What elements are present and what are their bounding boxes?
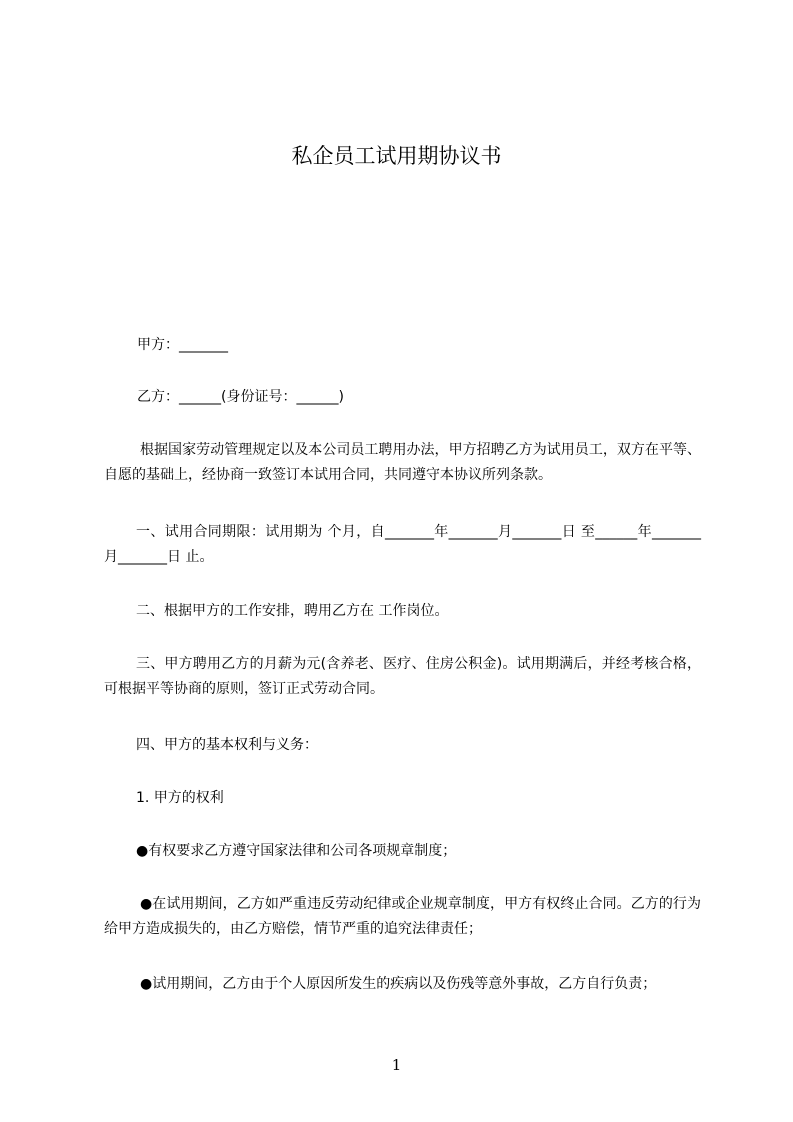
clause-2-paragraph: 二、根据甲方的工作安排，聘用乙方在 工作岗位。 (136, 603, 449, 619)
bullet-item-3: ●试用期间，乙方由于个人原因所发生的疾病以及伤残等意外事故，乙方自行负责； (140, 976, 657, 992)
party-b-line: 乙方：______(身份证号：______) (137, 389, 344, 405)
bullet-item-1: ●有权要求乙方遵守国家法律和公司各项规章制度； (136, 843, 457, 859)
document-title: 私企员工试用期协议书 (291, 144, 502, 168)
sub-heading-party-a-rights: 1. 甲方的权利 (136, 790, 224, 806)
clause-4-heading: 四、甲方的基本权利与义务： (136, 737, 318, 753)
intro-paragraph: 根据国家劳动管理规定以及本公司员工聘用办法，甲方招聘乙方为试用员工，双方在平等、自愿的基础上，经协商一致签订本试用合同，共同遵守本协议所列条款。 (104, 442, 701, 483)
clause-3-paragraph: 三、甲方聘用乙方的月薪为元(含养老、医疗、住房公积金)。试用期满后，并经考核合格，可根据平等协商的原则，签订正式劳动合同。 (104, 656, 701, 697)
page-number: 1 (391, 1056, 402, 1074)
party-a-line: 甲方：_______ (137, 337, 228, 353)
bullet-item-2: ●在试用期间，乙方如严重违反劳动纪律或企业规章制度，甲方有权终止合同。乙方的行为给甲方造成损失的，由乙方赔偿，情节严重的追究法律责任； (104, 896, 701, 937)
clause-1-paragraph: 一、试用合同期限：试用期为 个月，自_______年_______月_______日 至______年_______月_______日 止。 (104, 524, 701, 565)
